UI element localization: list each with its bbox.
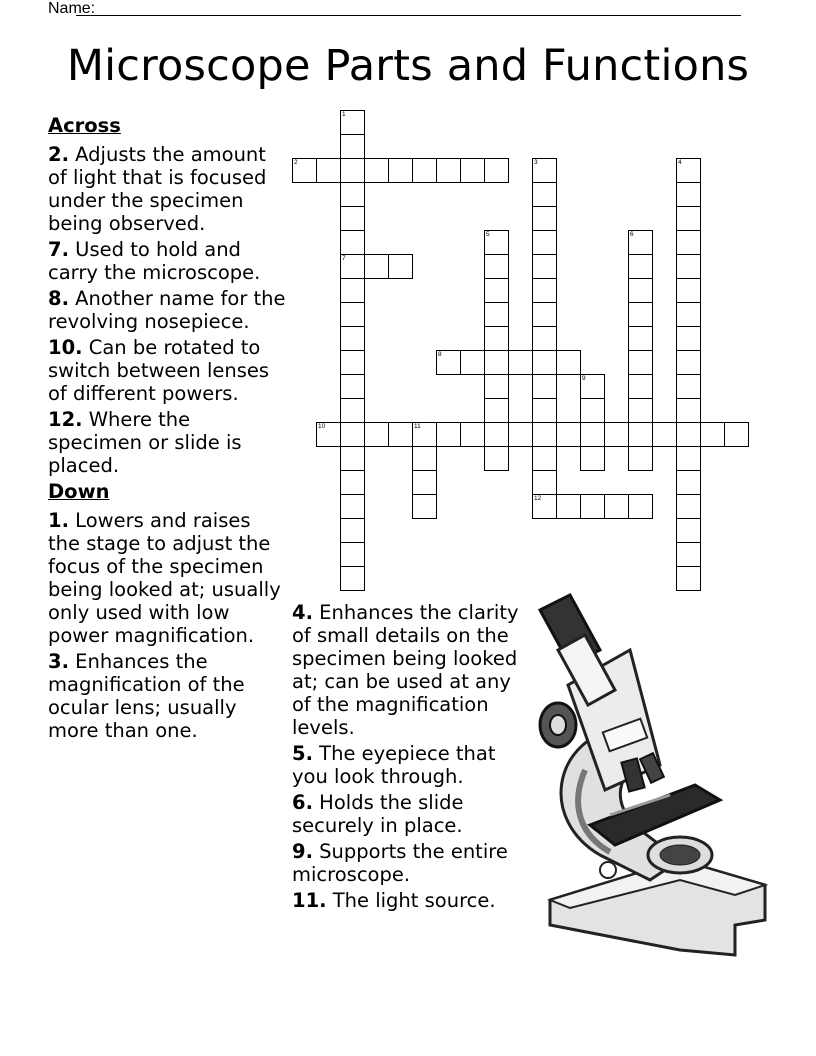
clue-number: 5. (292, 742, 313, 765)
clue-number: 3. (48, 650, 69, 673)
clue-text: Used to hold and carry the microscope. (48, 238, 261, 284)
grid-cell[interactable] (676, 278, 701, 303)
grid-cell[interactable] (460, 350, 485, 375)
grid-cell[interactable] (532, 374, 557, 399)
grid-cell[interactable] (460, 422, 485, 447)
grid-cell[interactable] (676, 350, 701, 375)
grid-cell[interactable] (340, 134, 365, 159)
grid-cell[interactable] (484, 278, 509, 303)
grid-cell[interactable] (532, 470, 557, 495)
clue-text: Another name for the revolving nosepiece. (48, 287, 286, 333)
cell-number: 10 (318, 423, 326, 430)
grid-cell[interactable] (580, 494, 605, 519)
grid-cell[interactable] (436, 158, 461, 183)
cell-number: 1 (342, 111, 346, 118)
grid-cell[interactable] (628, 278, 653, 303)
grid-cell[interactable] (676, 446, 701, 471)
clue-text: Enhances the clarity of small details on the specimen being looked at; can be used at any of the magnification levels. (292, 601, 519, 739)
clue-text: Supports the entire microscope. (292, 840, 508, 886)
grid-cell[interactable] (340, 470, 365, 495)
down-clue-5 (292, 742, 527, 788)
grid-cell[interactable] (460, 158, 485, 183)
grid-cell[interactable] (532, 302, 557, 327)
grid-cell[interactable] (388, 422, 413, 447)
down-clue-9 (292, 840, 527, 886)
clue-number: 1. (48, 509, 69, 532)
grid-cell[interactable] (484, 230, 509, 255)
grid-cell[interactable] (532, 326, 557, 351)
down-clues-continued (292, 601, 527, 915)
grid-cell[interactable] (532, 206, 557, 231)
across-clue-10 (48, 336, 288, 405)
grid-cell[interactable] (628, 398, 653, 423)
grid-cell[interactable] (580, 374, 605, 399)
grid-cell[interactable] (292, 158, 317, 183)
name-label: Name: (48, 0, 96, 17)
grid-cell[interactable] (676, 326, 701, 351)
grid-cell[interactable] (484, 326, 509, 351)
clue-text: Holds the slide securely in place. (292, 791, 464, 837)
grid-cell[interactable] (628, 302, 653, 327)
grid-cell[interactable] (532, 494, 557, 519)
grid-cell[interactable] (340, 350, 365, 375)
grid-cell[interactable] (676, 302, 701, 327)
grid-cell[interactable] (532, 230, 557, 255)
grid-cell[interactable] (484, 302, 509, 327)
down-clue-3 (48, 650, 288, 742)
cell-number: 2 (294, 159, 298, 166)
down-clue-list-left (48, 509, 288, 742)
grid-cell[interactable] (676, 470, 701, 495)
grid-cell[interactable] (676, 566, 701, 591)
grid-cell[interactable] (676, 182, 701, 207)
grid-cell[interactable] (628, 446, 653, 471)
grid-cell[interactable] (340, 110, 365, 135)
down-heading: Down (48, 480, 110, 503)
grid-cell[interactable] (532, 398, 557, 423)
grid-cell[interactable] (604, 422, 629, 447)
grid-cell[interactable] (340, 326, 365, 351)
grid-cell[interactable] (508, 422, 533, 447)
clue-number: 6. (292, 791, 313, 814)
grid-cell[interactable] (532, 350, 557, 375)
grid-cell[interactable] (340, 254, 365, 279)
grid-cell[interactable] (340, 230, 365, 255)
grid-cell[interactable] (412, 446, 437, 471)
clue-number: 8. (48, 287, 69, 310)
clue-number: 7. (48, 238, 69, 261)
grid-cell[interactable] (724, 422, 749, 447)
cell-number: 4 (678, 159, 682, 166)
cell-number: 12 (534, 495, 542, 502)
grid-cell[interactable] (532, 422, 557, 447)
grid-cell[interactable] (676, 422, 701, 447)
across-clue-2 (48, 143, 288, 235)
grid-cell[interactable] (532, 278, 557, 303)
microscope-illustration (530, 590, 770, 960)
down-clue-4 (292, 601, 527, 739)
grid-cell[interactable] (484, 158, 509, 183)
grid-cell[interactable] (340, 518, 365, 543)
cell-number: 6 (630, 231, 634, 238)
grid-cell[interactable] (412, 158, 437, 183)
grid-cell[interactable] (676, 374, 701, 399)
clue-number: 4. (292, 601, 313, 624)
cell-number: 9 (582, 375, 586, 382)
grid-cell[interactable] (316, 422, 341, 447)
grid-cell[interactable] (676, 158, 701, 183)
grid-cell[interactable] (604, 494, 629, 519)
across-clue-8 (48, 287, 288, 333)
grid-cell[interactable] (412, 494, 437, 519)
grid-cell[interactable] (628, 494, 653, 519)
clue-text: Where the specimen or slide is placed. (48, 408, 242, 477)
grid-cell[interactable] (628, 254, 653, 279)
across-heading: Across (48, 114, 121, 137)
grid-cell[interactable] (484, 398, 509, 423)
grid-cell[interactable] (700, 422, 725, 447)
grid-cell[interactable] (340, 182, 365, 207)
clue-number: 11. (292, 889, 327, 912)
grid-cell[interactable] (556, 422, 581, 447)
grid-cell[interactable] (532, 254, 557, 279)
grid-cell[interactable] (580, 446, 605, 471)
down-clue-6 (292, 791, 527, 837)
across-clues (48, 114, 288, 745)
across-clue-12 (48, 408, 288, 477)
clue-text: Lowers and raises the stage to adjust the focus of the specimen being looked at; usually only used with low power magnification. (48, 509, 281, 647)
grid-cell[interactable] (676, 518, 701, 543)
grid-cell[interactable] (556, 350, 581, 375)
grid-cell[interactable] (340, 542, 365, 567)
grid-cell[interactable] (412, 422, 437, 447)
grid-cell[interactable] (436, 422, 461, 447)
grid-cell[interactable] (556, 494, 581, 519)
grid-cell[interactable] (628, 374, 653, 399)
grid-cell[interactable] (676, 494, 701, 519)
clue-text: Adjusts the amount of light that is focused under the specimen being observed. (48, 143, 267, 235)
grid-cell[interactable] (340, 206, 365, 231)
name-field[interactable] (48, 0, 748, 20)
grid-cell[interactable] (364, 254, 389, 279)
grid-cell[interactable] (340, 494, 365, 519)
grid-cell[interactable] (484, 350, 509, 375)
grid-cell[interactable] (484, 254, 509, 279)
cell-number: 3 (534, 159, 538, 166)
grid-cell[interactable] (628, 230, 653, 255)
grid-cell[interactable] (412, 470, 437, 495)
down-clue-list-right (292, 601, 527, 912)
grid-cell[interactable] (364, 158, 389, 183)
grid-cell[interactable] (532, 182, 557, 207)
grid-cell[interactable] (340, 446, 365, 471)
grid-cell[interactable] (364, 422, 389, 447)
page-title: Microscope Parts and Functions (66, 41, 750, 91)
clue-number: 10. (48, 336, 83, 359)
grid-cell[interactable] (340, 158, 365, 183)
grid-cell[interactable] (628, 350, 653, 375)
grid-cell[interactable] (340, 278, 365, 303)
grid-cell[interactable] (676, 398, 701, 423)
grid-cell[interactable] (676, 542, 701, 567)
grid-cell[interactable] (340, 374, 365, 399)
grid-cell[interactable] (484, 374, 509, 399)
grid-cell[interactable] (532, 158, 557, 183)
grid-cell[interactable] (388, 158, 413, 183)
grid-cell[interactable] (484, 422, 509, 447)
grid-cell[interactable] (340, 422, 365, 447)
grid-cell[interactable] (388, 254, 413, 279)
name-underline (76, 15, 741, 16)
grid-cell[interactable] (340, 566, 365, 591)
cell-number: 5 (486, 231, 490, 238)
grid-cell[interactable] (580, 422, 605, 447)
clue-text: The light source. (326, 889, 496, 912)
grid-cell[interactable] (436, 350, 461, 375)
across-clue-7 (48, 238, 288, 284)
grid-cell[interactable] (484, 446, 509, 471)
down-clue-1 (48, 509, 288, 647)
clue-text: The eyepiece that you look through. (292, 742, 496, 788)
across-clue-list (48, 143, 288, 477)
grid-cell[interactable] (676, 230, 701, 255)
grid-cell[interactable] (628, 326, 653, 351)
grid-cell[interactable] (676, 254, 701, 279)
clue-number: 9. (292, 840, 313, 863)
grid-cell[interactable] (340, 302, 365, 327)
grid-cell[interactable] (316, 158, 341, 183)
clue-number: 12. (48, 408, 83, 431)
grid-cell[interactable] (508, 350, 533, 375)
grid-cell[interactable] (628, 422, 653, 447)
clue-text: Can be rotated to switch between lenses of different powers. (48, 336, 270, 405)
grid-cell[interactable] (532, 446, 557, 471)
cell-number: 8 (438, 351, 442, 358)
grid-cell[interactable] (580, 398, 605, 423)
cell-number: 7 (342, 255, 346, 262)
grid-cell[interactable] (676, 206, 701, 231)
grid-cell[interactable] (652, 422, 677, 447)
cell-number: 11 (414, 423, 421, 430)
down-clue-11 (292, 889, 527, 912)
clue-number: 2. (48, 143, 69, 166)
grid-cell[interactable] (340, 398, 365, 423)
clue-text: Enhances the magnification of the ocular lens; usually more than one. (48, 650, 245, 742)
